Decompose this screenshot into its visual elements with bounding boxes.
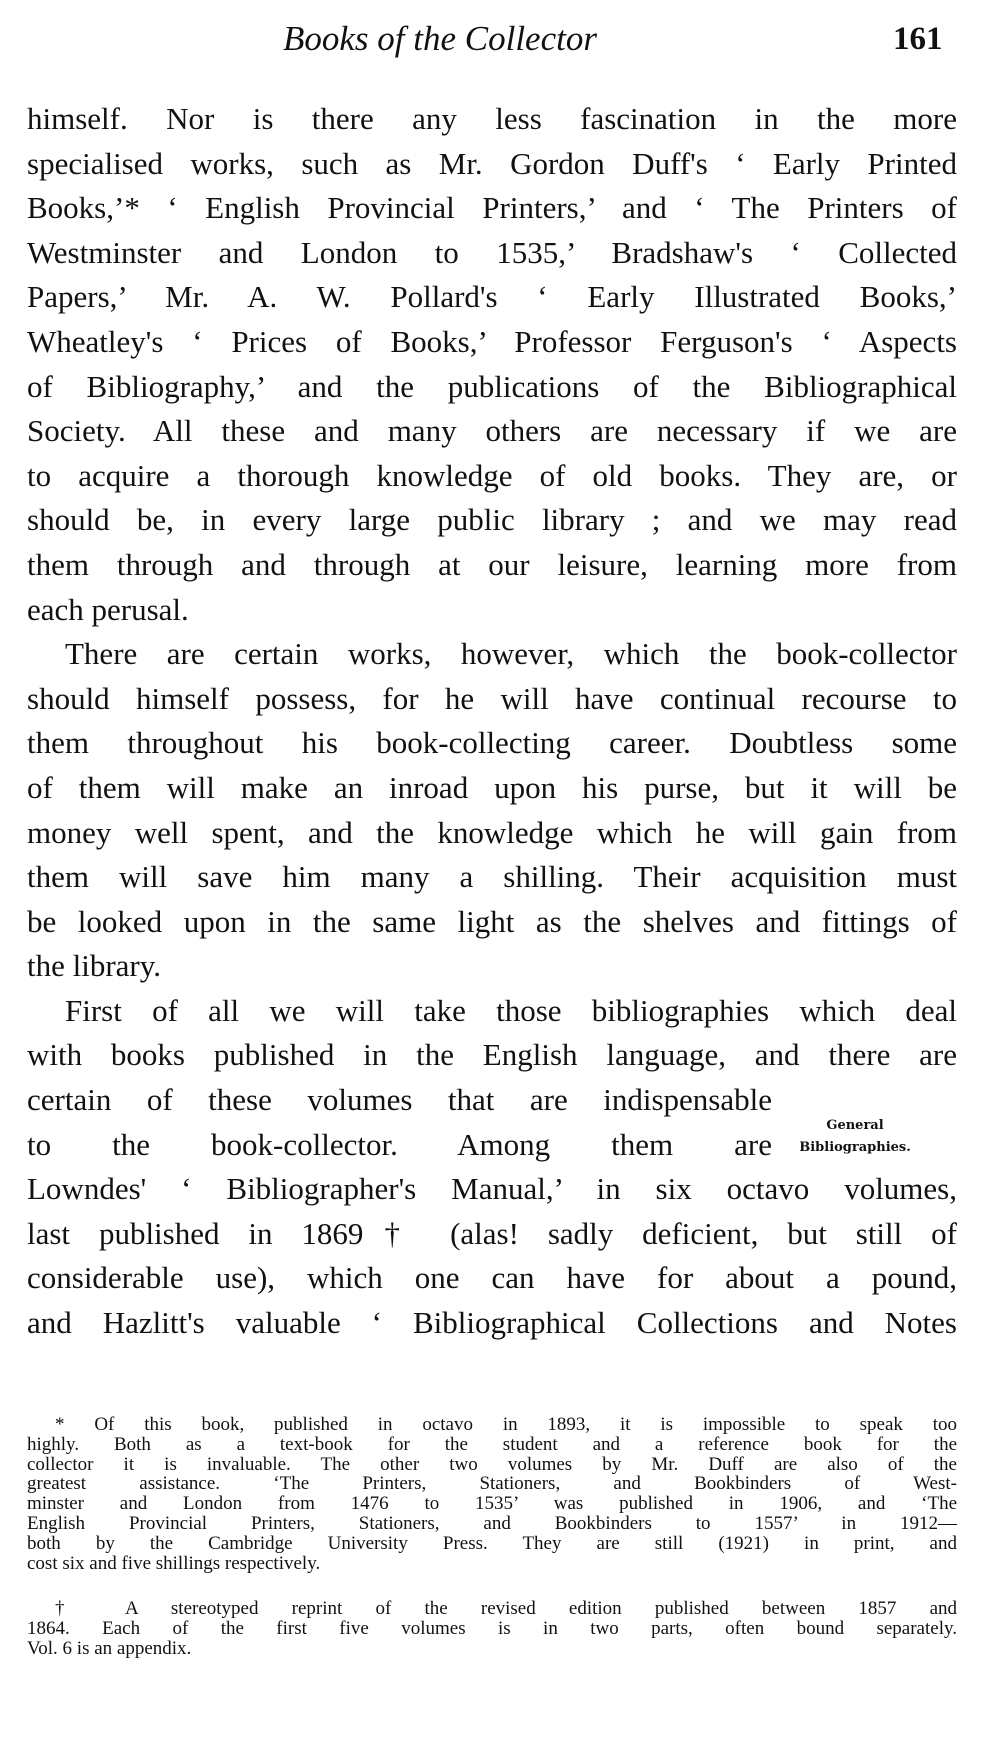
text-line: them throughout his book-collecting career. Doubtless some (27, 725, 957, 761)
paragraph-2 (27, 632, 957, 989)
text-line: of them will make an inroad upon his purse, but it will be (27, 769, 957, 805)
running-head (0, 14, 1000, 64)
text-line: Society. All these and many others are necessary if we are (27, 413, 957, 449)
text-line: certain of these volumes that are indispensable (27, 1082, 772, 1118)
text-line: considerable use), which one can have for about a pound, (27, 1260, 957, 1296)
body-text (27, 97, 957, 1346)
text-line: There are certain works, however, which the book-collector (65, 636, 957, 672)
text-line: money well spent, and the knowledge which he will gain from (27, 814, 957, 850)
footnote-line: † A stereotyped reprint of the revised edition published between 1857 and (55, 1598, 957, 1620)
sidenote-line: Bibliographies. (799, 1140, 911, 1155)
text-line: and Hazlitt's valuable ‘ Bibliographical Collections and Notes (27, 1305, 957, 1341)
text-line: be looked upon in the same light as the shelves and fittings of (27, 903, 957, 939)
text-line: specialised works, such as Mr. Gordon Duff's ‘ Early Printed (27, 145, 957, 181)
footnote-line: Vol. 6 is an appendix. (27, 1637, 192, 1659)
footnote-2 (27, 1599, 957, 1658)
text-line: First of all we will take those bibliographies which deal (65, 992, 957, 1028)
footnote-line: collector it is invaluable. The other two volumes by Mr. Duff are also of the (27, 1453, 957, 1475)
text-line: with books published in the English language, and there are (27, 1037, 957, 1073)
text-line: the library. (27, 948, 161, 984)
footnote-line: 1864. Each of the first five volumes is in two parts, often bound separately. (27, 1618, 957, 1640)
text-line: Papers,’ Mr. A. W. Pollard's ‘ Early Illustrated Books,’ (27, 279, 957, 315)
page-number: 161 (893, 21, 943, 57)
footnote-line: cost six and five shillings respectively. (27, 1552, 321, 1574)
footnote-1 (27, 1415, 957, 1573)
running-title: Books of the Collector (283, 19, 597, 58)
text-line: of Bibliography,’ and the publications of the Bibliographical (27, 368, 957, 404)
text-line: himself. Nor is there any less fascination in the more (27, 101, 957, 136)
paragraph-1 (27, 97, 957, 632)
text-line: should himself possess, for he will have continual recourse to (27, 680, 957, 716)
text-line: Wheatley's ‘ Prices of Books,’ Professor Ferguson's ‘ Aspects (27, 323, 957, 359)
text-line: to acquire a thorough knowledge of old books. They are, or (27, 457, 957, 493)
footnote-line: greatest assistance. ‘The Printers, Stationers, and Bookbinders of West- (27, 1473, 957, 1495)
text-line: them will save him many a shilling. Their acquisition must (27, 859, 957, 895)
footnote-line: English Provincial Printers, Stationers, and Bookbinders to 1557’ in 1912— (27, 1512, 957, 1534)
text-line: to the book-collector. Among them are (27, 1126, 772, 1162)
footnote-line: minster and London from 1476 to 1535’ was published in 1906, and ‘The (27, 1493, 957, 1515)
text-line: each perusal. (27, 591, 189, 627)
text-line: them through and through at our leisure, learning more from (27, 546, 957, 582)
text-line: Westminster and London to 1535,’ Bradshaw's ‘ Collected (27, 234, 957, 270)
footnote-line: highly. Both as a text-book for the student and a reference book for the (27, 1433, 957, 1455)
footnote-line: * Of this book, published in octavo in 1893, it is impossible to speak too (55, 1414, 957, 1435)
text-line: Books,’* ‘ English Provincial Printers,’ and ‘ The Printers of (27, 190, 957, 226)
sidenote-line: General (826, 1118, 884, 1133)
text-line: Lowndes' ‘ Bibliographer's Manual,’ in six octavo volumes, (27, 1171, 957, 1207)
text-line: last published in 1869† (alas! sadly deficient, but still of (27, 1215, 957, 1251)
text-line: should be, in every large public library ; and we may read (27, 502, 957, 538)
footnote-line: both by the Cambridge University Press. They are still (1921) in print, and (27, 1532, 957, 1554)
footnotes (27, 1415, 957, 1659)
paragraph-3 (27, 989, 957, 1346)
